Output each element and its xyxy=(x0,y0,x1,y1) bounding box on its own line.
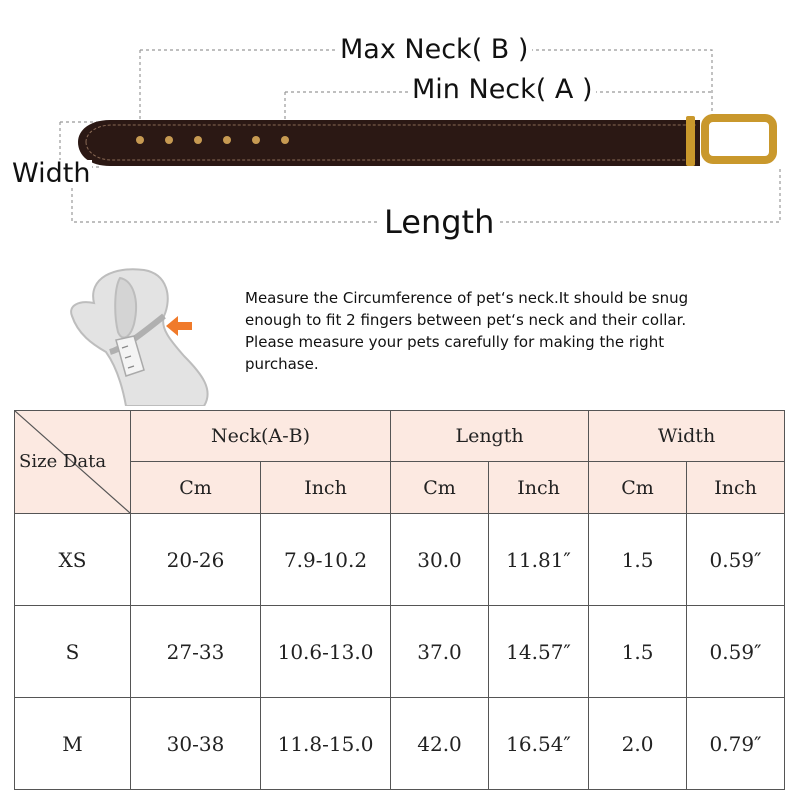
collar-hole xyxy=(223,136,231,144)
width-label: Width xyxy=(12,158,91,189)
length-group-header: Length xyxy=(391,411,589,462)
instruction-line: Please measure your pets carefully for making the right xyxy=(245,333,665,351)
corner-label: Size Data xyxy=(19,451,107,472)
data-cell: 11.8-15.0 xyxy=(261,698,391,790)
unit-header: Cm xyxy=(589,462,687,514)
data-cell: 0.59″ xyxy=(687,606,785,698)
collar-buckle xyxy=(705,118,773,160)
data-cell: 2.0 xyxy=(589,698,687,790)
unit-header: Cm xyxy=(131,462,261,514)
data-cell: 30-38 xyxy=(131,698,261,790)
table-row xyxy=(15,606,785,698)
data-cell: 14.57″ xyxy=(489,606,589,698)
data-cell: 16.54″ xyxy=(489,698,589,790)
max-neck-label: Max Neck( B ) xyxy=(336,36,532,63)
size-data-corner xyxy=(15,411,131,514)
size-chart-table xyxy=(14,410,785,790)
table-row xyxy=(15,514,785,606)
size-cell: S xyxy=(15,606,131,698)
data-cell: 1.5 xyxy=(589,606,687,698)
table-row xyxy=(15,698,785,790)
unit-header: Inch xyxy=(261,462,391,514)
data-cell: 0.59″ xyxy=(687,514,785,606)
buckle-keeper xyxy=(686,116,695,166)
collar-hole xyxy=(252,136,260,144)
data-cell: 1.5 xyxy=(589,514,687,606)
collar-diagram xyxy=(0,0,800,250)
data-cell: 30.0 xyxy=(391,514,489,606)
size-cell: M xyxy=(15,698,131,790)
data-cell: 10.6-13.0 xyxy=(261,606,391,698)
data-cell: 27-33 xyxy=(131,606,261,698)
data-cell: 11.81″ xyxy=(489,514,589,606)
length-guide-right xyxy=(500,168,780,222)
unit-header: Inch xyxy=(687,462,785,514)
data-cell: 20-26 xyxy=(131,514,261,606)
collar-hole xyxy=(165,136,173,144)
collar-hole xyxy=(281,136,289,144)
data-cell: 37.0 xyxy=(391,606,489,698)
length-label: Length xyxy=(378,206,500,238)
data-cell: 0.79″ xyxy=(687,698,785,790)
size-cell: XS xyxy=(15,514,131,606)
data-cell: 42.0 xyxy=(391,698,489,790)
instruction-line: purchase. xyxy=(245,355,319,373)
collar-hole xyxy=(136,136,144,144)
measurement-instructions xyxy=(245,287,765,375)
collar-hole xyxy=(194,136,202,144)
neck-group-header: Neck(A-B) xyxy=(131,411,391,462)
length-guide-left xyxy=(72,170,378,222)
unit-header: Cm xyxy=(391,462,489,514)
dog-neck-measure-icon xyxy=(64,258,214,406)
instruction-line: Measure the Circumference of pet‘s neck.It should be snug xyxy=(245,289,689,307)
data-cell: 7.9-10.2 xyxy=(261,514,391,606)
instruction-line: enough to fit 2 fingers between pet‘s neck and their collar. xyxy=(245,311,687,329)
width-group-header: Width xyxy=(589,411,785,462)
unit-header: Inch xyxy=(489,462,589,514)
min-neck-label: Min Neck( A ) xyxy=(408,76,596,103)
